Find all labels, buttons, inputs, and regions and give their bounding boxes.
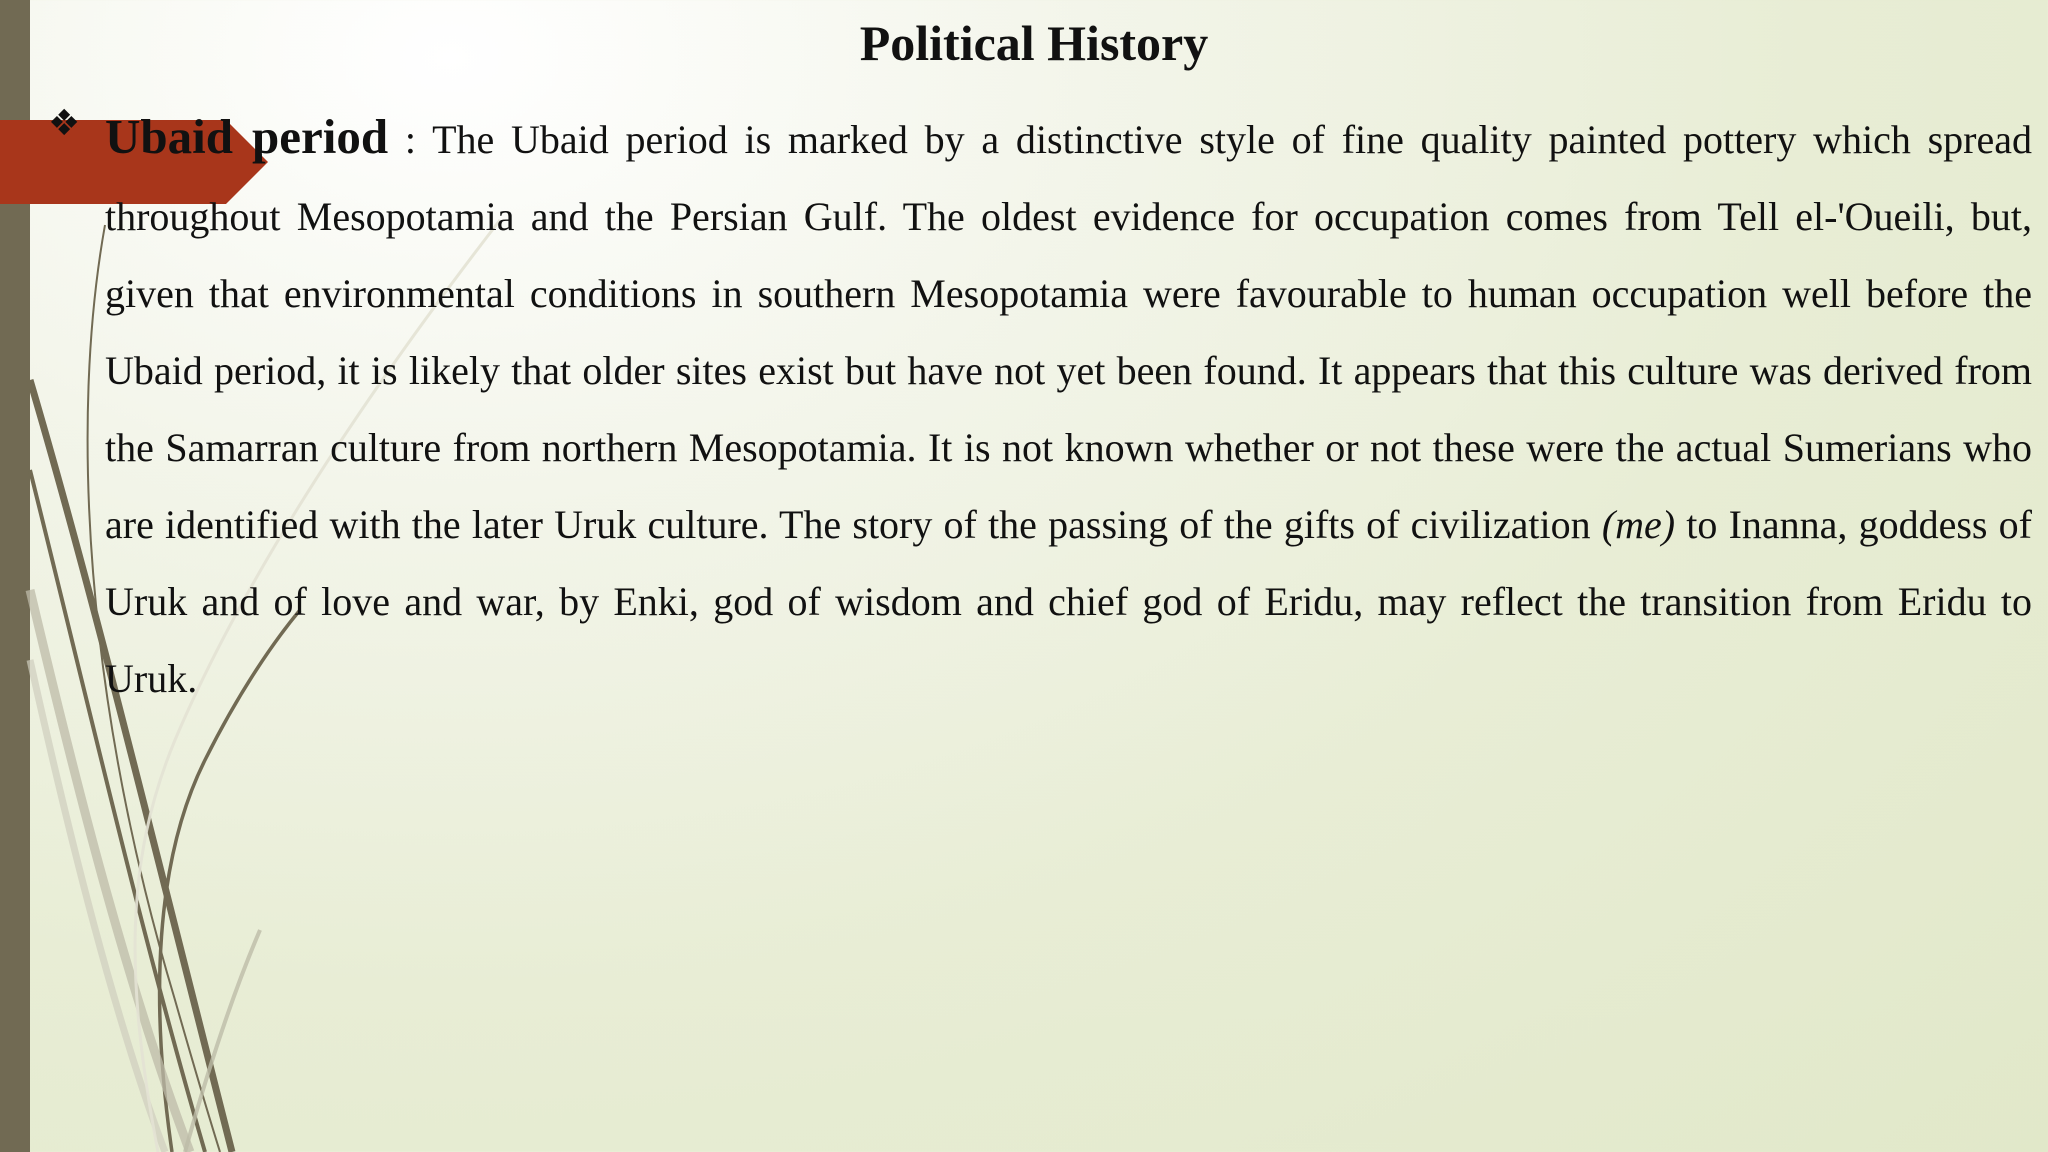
- term-separator: :: [388, 117, 433, 162]
- bullet-term: Ubaid period: [105, 109, 389, 164]
- paragraph-text: The Ubaid period is marked by a distinctive style of fine quality painted pottery which spread throughout Mesopotamia and the Persian Gulf. The oldest evidence for occupation comes from Tell el-'Oueili, but, given that environmental conditions in southern Mesopotamia were favourable to human occupation well before the Ubaid period, it is likely that older sites exist but have not yet been found. It appears that this culture was derived from the Samarran culture from northern Mesopotamia. It is not known whether or not these were the actual Sumerians who are identified with the later Uruk culture. The story of the passing of the gifts of civilization: [105, 117, 2032, 547]
- bullet-paragraph: [105, 98, 2032, 717]
- slide-title: Political History: [859, 15, 1209, 71]
- paragraph-italic-term: (me): [1601, 502, 1676, 547]
- four-diamond-bullet-icon: ❖: [48, 103, 81, 144]
- paragraph-text-end: to Inanna, goddess of Uruk and of love and war, by Enki, god of wisdom and chief god of Eridu, may reflect the transition from Eridu to Uruk.: [105, 502, 2032, 701]
